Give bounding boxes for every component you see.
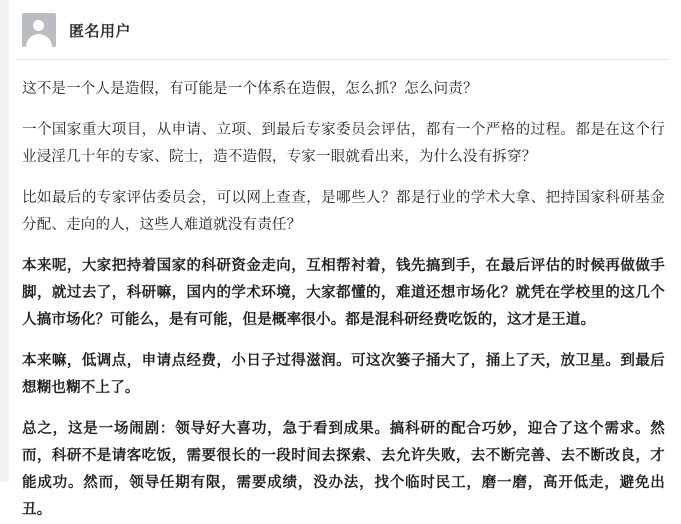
avatar-body-shape (26, 34, 52, 47)
paragraph-2: 一个国家重大项目，从申请、立项、到最后专家委员会评估，都有一个严格的过程。都是在这个行业浸淫几十年的专家、院士，造不造假，专家一眼就看出来，为什么没有拆穿？ (22, 122, 665, 165)
user-avatar-placeholder-icon[interactable] (22, 13, 56, 47)
paragraph-3: 比如最后的专家评估委员会，可以网上查查，是哪些人？都是行业的学术大拿、把持国家科研基金分配、走向的人，这些人难道就没有责任？ (22, 190, 665, 233)
author-row (16, 0, 669, 57)
avatar-head-shape (33, 20, 44, 31)
author-name[interactable]: 匿名用户 (69, 21, 132, 40)
left-gutter-bar (0, 0, 9, 482)
paragraph-1: 这不是一个人是造假，有可能是一个体系在造假，怎么抓？怎么问责？ (22, 81, 478, 97)
post-body (16, 60, 669, 524)
post-content (9, 0, 681, 518)
paragraph-5: 本来嘛，低调点，申请点经费，小日子过得滋润。可这次篓子捅大了，捅上了天，放卫星。到最后想糊也糊不上了。 (22, 353, 665, 396)
paragraph-6: 总之，这是一场闹剧：领导好大喜功，急于看到成果。搞科研的配合巧妙，迎合了这个需求。然而，科研不是请客吃饭，需要很长的一段时间去探索、去允许失败，去不断完善、去不断改良，才能成功。然而，领导任期有限，需要成绩，没办法，找个临时民工，磨一磨，高开低走，避免出丑。 (22, 421, 665, 518)
paragraph-4: 本来呢，大家把持着国家的科研资金走向，互相帮衬着，钱先搞到手，在最后评估的时候再做做手脚，就过去了，科研嘛，国内的学术环境，大家都懂的，难道还想市场化？就凭在学校里的这几个人搞市场化？可能么，是有可能，但是概率很小。都是混科研经费吃饭的，这才是王道。 (22, 258, 665, 328)
